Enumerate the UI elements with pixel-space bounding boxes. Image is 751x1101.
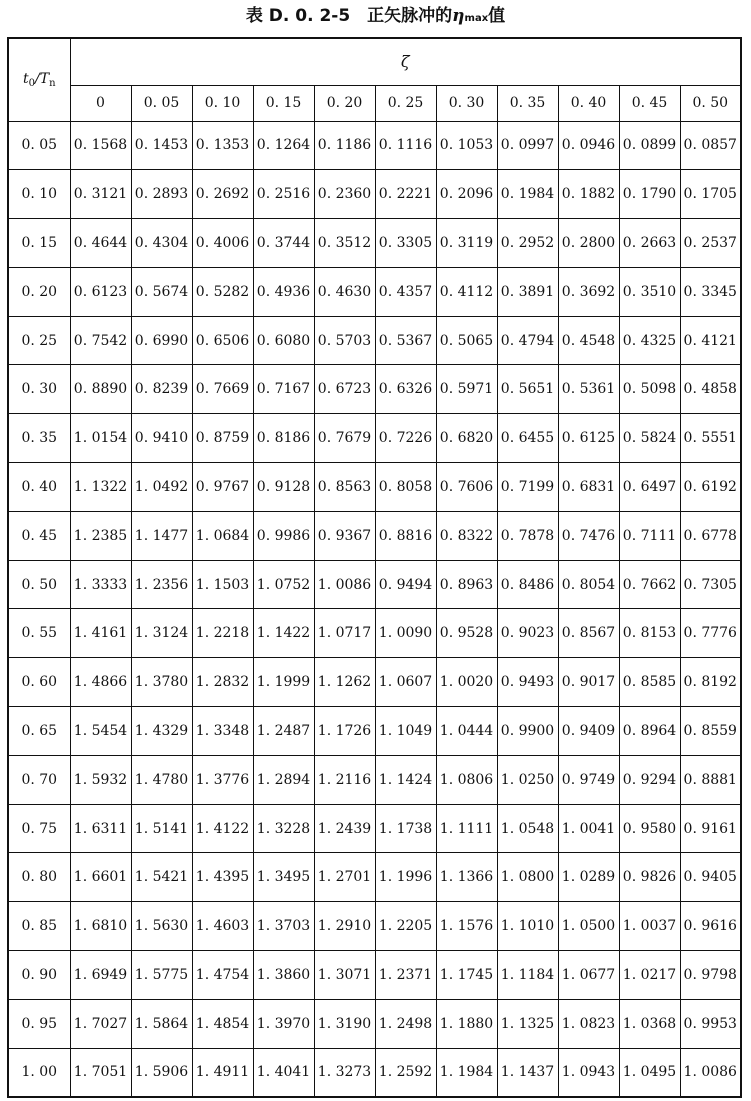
table-cell: 0. 2692 xyxy=(192,170,253,219)
table-cell: 0. 8058 xyxy=(375,463,436,512)
table-cell: 0. 6326 xyxy=(375,365,436,414)
table-row xyxy=(8,951,741,1000)
table-cell: 0. 8881 xyxy=(680,755,741,804)
table-cell: 1. 0943 xyxy=(558,1048,619,1097)
table-cell: 1. 5932 xyxy=(70,755,131,804)
table-row xyxy=(8,902,741,951)
table-cell: 1. 3124 xyxy=(131,609,192,658)
table-cell: 1. 0800 xyxy=(497,853,558,902)
table-cell: 0. 4304 xyxy=(131,219,192,268)
table-cell: 0. 3744 xyxy=(253,219,314,268)
table-cell: 1. 3273 xyxy=(314,1048,375,1097)
table-cell: 0. 3121 xyxy=(70,170,131,219)
table-cell: 1. 3190 xyxy=(314,999,375,1048)
table-cell: 0. 6831 xyxy=(558,463,619,512)
table-cell: 0. 5674 xyxy=(131,267,192,316)
table-cell: 1. 5454 xyxy=(70,707,131,756)
table-cell: 1. 2701 xyxy=(314,853,375,902)
table-cell: 1. 0250 xyxy=(497,755,558,804)
table-cell: 1. 6949 xyxy=(70,951,131,1000)
row-label: 0. 85 xyxy=(8,902,70,951)
table-cell: 0. 8759 xyxy=(192,414,253,463)
table-cell: 0. 6778 xyxy=(680,511,741,560)
column-header: 0. 25 xyxy=(375,85,436,121)
table-cell: 1. 4866 xyxy=(70,658,131,707)
table-cell: 0. 7542 xyxy=(70,316,131,365)
row-label: 0. 25 xyxy=(8,316,70,365)
table-cell: 1. 0717 xyxy=(314,609,375,658)
row-label: 0. 05 xyxy=(8,121,70,170)
table-cell: 0. 4858 xyxy=(680,365,741,414)
table-cell: 1. 3495 xyxy=(253,853,314,902)
table-cell: 0. 7305 xyxy=(680,560,741,609)
table-cell: 0. 3510 xyxy=(619,267,680,316)
table-cell: 0. 4630 xyxy=(314,267,375,316)
table-cell: 1. 4780 xyxy=(131,755,192,804)
table-cell: 0. 5651 xyxy=(497,365,558,414)
table-cell: 0. 9767 xyxy=(192,463,253,512)
table-cell: 1. 2592 xyxy=(375,1048,436,1097)
column-header: 0 xyxy=(70,85,131,121)
table-cell: 1. 0217 xyxy=(619,951,680,1000)
table-cell: 1. 3776 xyxy=(192,755,253,804)
table-cell: 1. 0752 xyxy=(253,560,314,609)
column-header: 0. 10 xyxy=(192,85,253,121)
table-cell: 0. 5971 xyxy=(436,365,497,414)
table-cell: 0. 3119 xyxy=(436,219,497,268)
table-cell: 1. 1325 xyxy=(497,999,558,1048)
table-cell: 0. 1568 xyxy=(70,121,131,170)
table-cell: 0. 5065 xyxy=(436,316,497,365)
table-cell: 1. 1111 xyxy=(436,804,497,853)
table-cell: 0. 5824 xyxy=(619,414,680,463)
table-cell: 0. 3345 xyxy=(680,267,741,316)
table-cell: 0. 4644 xyxy=(70,219,131,268)
table-cell: 1. 1999 xyxy=(253,658,314,707)
table-cell: 0. 9017 xyxy=(558,658,619,707)
table-cell: 1. 0041 xyxy=(558,804,619,853)
table-cell: 1. 1322 xyxy=(70,463,131,512)
eta-symbol: η xyxy=(452,6,465,26)
table-cell: 0. 1353 xyxy=(192,121,253,170)
row-label: 0. 70 xyxy=(8,755,70,804)
table-cell: 0. 8816 xyxy=(375,511,436,560)
table-cell: 0. 4006 xyxy=(192,219,253,268)
table-cell: 0. 1264 xyxy=(253,121,314,170)
table-cell: 1. 3703 xyxy=(253,902,314,951)
row-label: 0. 10 xyxy=(8,170,70,219)
table-cell: 1. 5141 xyxy=(131,804,192,853)
table-cell: 0. 3512 xyxy=(314,219,375,268)
table-cell: 0. 2800 xyxy=(558,219,619,268)
table-cell: 1. 1437 xyxy=(497,1048,558,1097)
table-cell: 1. 0289 xyxy=(558,853,619,902)
table-cell: 0. 9749 xyxy=(558,755,619,804)
table-title-prefix: 表 D. 0. 2-5 正矢脉冲的 xyxy=(245,6,453,26)
row-label: 0. 30 xyxy=(8,365,70,414)
table-cell: 0. 0997 xyxy=(497,121,558,170)
table-row xyxy=(8,365,741,414)
table-cell: 0. 0946 xyxy=(558,121,619,170)
table-cell: 0. 1790 xyxy=(619,170,680,219)
table-cell: 1. 4161 xyxy=(70,609,131,658)
table-cell: 1. 0086 xyxy=(680,1048,741,1097)
table-cell: 1. 1262 xyxy=(314,658,375,707)
row-label: 0. 20 xyxy=(8,267,70,316)
table-cell: 1. 3228 xyxy=(253,804,314,853)
table-cell: 1. 0684 xyxy=(192,511,253,560)
table-cell: 1. 5864 xyxy=(131,999,192,1048)
table-cell: 0. 8192 xyxy=(680,658,741,707)
table-cell: 1. 0548 xyxy=(497,804,558,853)
table-row xyxy=(8,1048,741,1097)
table-cell: 1. 2910 xyxy=(314,902,375,951)
table-cell: 1. 1996 xyxy=(375,853,436,902)
row-label: 0. 35 xyxy=(8,414,70,463)
table-cell: 0. 7662 xyxy=(619,560,680,609)
table-cell: 0. 6820 xyxy=(436,414,497,463)
table-cell: 0. 9826 xyxy=(619,853,680,902)
table-cell: 0. 8585 xyxy=(619,658,680,707)
table-cell: 0. 8054 xyxy=(558,560,619,609)
table-cell: 0. 9580 xyxy=(619,804,680,853)
table-cell: 0. 9616 xyxy=(680,902,741,951)
table-row xyxy=(8,463,741,512)
table-cell: 1. 4754 xyxy=(192,951,253,1000)
table-cell: 1. 1576 xyxy=(436,902,497,951)
row-label: 1. 00 xyxy=(8,1048,70,1097)
table-cell: 1. 0444 xyxy=(436,707,497,756)
table-cell: 1. 3970 xyxy=(253,999,314,1048)
row-label: 0. 65 xyxy=(8,707,70,756)
table-row xyxy=(8,219,741,268)
table-cell: 0. 7111 xyxy=(619,511,680,560)
table-cell: 0. 4112 xyxy=(436,267,497,316)
table-cell: 0. 8153 xyxy=(619,609,680,658)
row-label: 0. 80 xyxy=(8,853,70,902)
table-cell: 1. 0806 xyxy=(436,755,497,804)
table-cell: 0. 7226 xyxy=(375,414,436,463)
table-cell: 1. 3071 xyxy=(314,951,375,1000)
table-cell: 0. 5551 xyxy=(680,414,741,463)
table-cell: 0. 9405 xyxy=(680,853,741,902)
table-cell: 1. 3860 xyxy=(253,951,314,1000)
table-cell: 0. 4548 xyxy=(558,316,619,365)
table-cell: 0. 2663 xyxy=(619,219,680,268)
column-header: 0. 45 xyxy=(619,85,680,121)
row-label: 0. 45 xyxy=(8,511,70,560)
table-cell: 0. 8890 xyxy=(70,365,131,414)
table-cell: 1. 0677 xyxy=(558,951,619,1000)
table-cell: 0. 9023 xyxy=(497,609,558,658)
header-row-group xyxy=(8,38,741,85)
table-cell: 1. 3333 xyxy=(70,560,131,609)
table-cell: 1. 4911 xyxy=(192,1048,253,1097)
table-cell: 0. 8239 xyxy=(131,365,192,414)
table-cell: 1. 2385 xyxy=(70,511,131,560)
table-cell: 1. 2439 xyxy=(314,804,375,853)
table-cell: 0. 3305 xyxy=(375,219,436,268)
table-cell: 1. 2832 xyxy=(192,658,253,707)
table-cell: 0. 2516 xyxy=(253,170,314,219)
table-cell: 0. 9986 xyxy=(253,511,314,560)
table-cell: 0. 4121 xyxy=(680,316,741,365)
table-cell: 0. 1053 xyxy=(436,121,497,170)
column-header: 0. 15 xyxy=(253,85,314,121)
table-cell: 0. 9294 xyxy=(619,755,680,804)
table-cell: 1. 0500 xyxy=(558,902,619,951)
table-cell: 0. 8563 xyxy=(314,463,375,512)
table-cell: 1. 1184 xyxy=(497,951,558,1000)
table-cell: 1. 0020 xyxy=(436,658,497,707)
table-row xyxy=(8,707,741,756)
table-cell: 1. 5775 xyxy=(131,951,192,1000)
table-cell: 1. 0823 xyxy=(558,999,619,1048)
column-header: 0. 20 xyxy=(314,85,375,121)
table-cell: 1. 1366 xyxy=(436,853,497,902)
table-cell: 1. 1503 xyxy=(192,560,253,609)
row-label: 0. 95 xyxy=(8,999,70,1048)
table-row xyxy=(8,121,741,170)
table-row xyxy=(8,560,741,609)
table-cell: 0. 6125 xyxy=(558,414,619,463)
table-cell: 0. 4794 xyxy=(497,316,558,365)
table-cell: 0. 6506 xyxy=(192,316,253,365)
table-cell: 0. 5098 xyxy=(619,365,680,414)
column-header: 0. 05 xyxy=(131,85,192,121)
column-header: 0. 35 xyxy=(497,85,558,121)
table-cell: 1. 0090 xyxy=(375,609,436,658)
table-cell: 1. 6311 xyxy=(70,804,131,853)
table-cell: 1. 1984 xyxy=(436,1048,497,1097)
table-cell: 0. 0899 xyxy=(619,121,680,170)
table-row xyxy=(8,414,741,463)
table-cell: 1. 2218 xyxy=(192,609,253,658)
table-cell: 0. 9410 xyxy=(131,414,192,463)
table-cell: 1. 5906 xyxy=(131,1048,192,1097)
zeta-group-header: ζ xyxy=(70,38,741,85)
corner-header: $t_0/T_n$ xyxy=(8,38,70,121)
eta-subscript: max xyxy=(464,13,489,24)
table-cell: 1. 1738 xyxy=(375,804,436,853)
table-cell: 1. 5630 xyxy=(131,902,192,951)
table-cell: 1. 0037 xyxy=(619,902,680,951)
table-cell: 1. 1049 xyxy=(375,707,436,756)
table-cell: 1. 7027 xyxy=(70,999,131,1048)
table-row xyxy=(8,658,741,707)
row-label: 0. 15 xyxy=(8,219,70,268)
table-cell: 0. 7199 xyxy=(497,463,558,512)
table-cell: 1. 2356 xyxy=(131,560,192,609)
table-cell: 0. 1705 xyxy=(680,170,741,219)
table-row xyxy=(8,170,741,219)
table-cell: 0. 6192 xyxy=(680,463,741,512)
table-cell: 0. 2221 xyxy=(375,170,436,219)
table-cell: 0. 1186 xyxy=(314,121,375,170)
table-row xyxy=(8,804,741,853)
table-cell: 1. 3780 xyxy=(131,658,192,707)
table-cell: 0. 9409 xyxy=(558,707,619,756)
table-cell: 1. 1010 xyxy=(497,902,558,951)
table-row xyxy=(8,755,741,804)
table-cell: 1. 0607 xyxy=(375,658,436,707)
table-cell: 0. 6455 xyxy=(497,414,558,463)
table-cell: 0. 8186 xyxy=(253,414,314,463)
table-cell: 0. 7878 xyxy=(497,511,558,560)
table-row xyxy=(8,609,741,658)
table-cell: 0. 7167 xyxy=(253,365,314,414)
table-cell: 0. 8567 xyxy=(558,609,619,658)
table-cell: 1. 2116 xyxy=(314,755,375,804)
table-cell: 1. 2498 xyxy=(375,999,436,1048)
table-cell: 0. 6723 xyxy=(314,365,375,414)
table-cell: 0. 6080 xyxy=(253,316,314,365)
row-label: 0. 90 xyxy=(8,951,70,1000)
table-row xyxy=(8,999,741,1048)
table-cell: 1. 0154 xyxy=(70,414,131,463)
row-label: 0. 60 xyxy=(8,658,70,707)
table-cell: 1. 7051 xyxy=(70,1048,131,1097)
table-cell: 0. 9128 xyxy=(253,463,314,512)
table-cell: 1. 0086 xyxy=(314,560,375,609)
table-cell: 0. 6990 xyxy=(131,316,192,365)
table-cell: 0. 8559 xyxy=(680,707,741,756)
table-cell: 1. 1880 xyxy=(436,999,497,1048)
table-cell: 0. 7776 xyxy=(680,609,741,658)
column-header: 0. 50 xyxy=(680,85,741,121)
table-cell: 1. 4329 xyxy=(131,707,192,756)
table-cell: 1. 2205 xyxy=(375,902,436,951)
table-cell: 0. 9798 xyxy=(680,951,741,1000)
table-cell: 1. 0368 xyxy=(619,999,680,1048)
table-cell: 1. 4395 xyxy=(192,853,253,902)
table-cell: 1. 4854 xyxy=(192,999,253,1048)
table-cell: 0. 0857 xyxy=(680,121,741,170)
row-label: 0. 55 xyxy=(8,609,70,658)
table-cell: 0. 8964 xyxy=(619,707,680,756)
table-cell: 1. 4041 xyxy=(253,1048,314,1097)
table-cell: 0. 9528 xyxy=(436,609,497,658)
table-title xyxy=(0,2,751,30)
table-cell: 1. 3348 xyxy=(192,707,253,756)
table-cell: 0. 2952 xyxy=(497,219,558,268)
table-row xyxy=(8,316,741,365)
eta-max-table xyxy=(7,37,742,1098)
table-cell: 1. 2894 xyxy=(253,755,314,804)
table-cell: 0. 4325 xyxy=(619,316,680,365)
table-cell: 0. 3692 xyxy=(558,267,619,316)
table-cell: 1. 0495 xyxy=(619,1048,680,1097)
table-body xyxy=(8,121,741,1097)
row-label: 0. 40 xyxy=(8,463,70,512)
table-cell: 0. 1984 xyxy=(497,170,558,219)
table-cell: 1. 2371 xyxy=(375,951,436,1000)
column-header: 0. 40 xyxy=(558,85,619,121)
row-label: 0. 75 xyxy=(8,804,70,853)
table-cell: 0. 9367 xyxy=(314,511,375,560)
table-row xyxy=(8,853,741,902)
table-cell: 1. 1424 xyxy=(375,755,436,804)
table-cell: 0. 7679 xyxy=(314,414,375,463)
table-cell: 1. 1477 xyxy=(131,511,192,560)
table-row xyxy=(8,511,741,560)
table-cell: 0. 4936 xyxy=(253,267,314,316)
table-cell: 0. 7606 xyxy=(436,463,497,512)
table-row xyxy=(8,267,741,316)
table-cell: 0. 1453 xyxy=(131,121,192,170)
table-cell: 0. 9900 xyxy=(497,707,558,756)
table-cell: 1. 5421 xyxy=(131,853,192,902)
table-cell: 0. 6497 xyxy=(619,463,680,512)
table-cell: 1. 4122 xyxy=(192,804,253,853)
column-header: 0. 30 xyxy=(436,85,497,121)
table-cell: 0. 7669 xyxy=(192,365,253,414)
table-cell: 0. 8486 xyxy=(497,560,558,609)
table-cell: 0. 5703 xyxy=(314,316,375,365)
table-cell: 1. 6810 xyxy=(70,902,131,951)
table-cell: 0. 1116 xyxy=(375,121,436,170)
table-cell: 0. 5367 xyxy=(375,316,436,365)
table-cell: 0. 8322 xyxy=(436,511,497,560)
table-cell: 0. 9953 xyxy=(680,999,741,1048)
table-cell: 0. 5361 xyxy=(558,365,619,414)
table-cell: 0. 9493 xyxy=(497,658,558,707)
table-cell: 0. 5282 xyxy=(192,267,253,316)
table-cell: 0. 9494 xyxy=(375,560,436,609)
table-cell: 0. 2893 xyxy=(131,170,192,219)
table-cell: 0. 7476 xyxy=(558,511,619,560)
table-cell: 1. 4603 xyxy=(192,902,253,951)
table-cell: 1. 2487 xyxy=(253,707,314,756)
table-title-suffix: 值 xyxy=(488,6,506,26)
table-cell: 0. 3891 xyxy=(497,267,558,316)
table-cell: 1. 1422 xyxy=(253,609,314,658)
table-container xyxy=(7,37,742,1098)
table-cell: 0. 2096 xyxy=(436,170,497,219)
table-cell: 0. 2360 xyxy=(314,170,375,219)
row-label: 0. 50 xyxy=(8,560,70,609)
table-cell: 0. 6123 xyxy=(70,267,131,316)
table-cell: 0. 4357 xyxy=(375,267,436,316)
table-cell: 1. 0492 xyxy=(131,463,192,512)
table-cell: 1. 1726 xyxy=(314,707,375,756)
table-cell: 0. 1882 xyxy=(558,170,619,219)
table-cell: 0. 8963 xyxy=(436,560,497,609)
column-header-row xyxy=(8,85,741,121)
table-cell: 1. 6601 xyxy=(70,853,131,902)
table-cell: 0. 9161 xyxy=(680,804,741,853)
table-cell: 0. 2537 xyxy=(680,219,741,268)
table-cell: 1. 1745 xyxy=(436,951,497,1000)
